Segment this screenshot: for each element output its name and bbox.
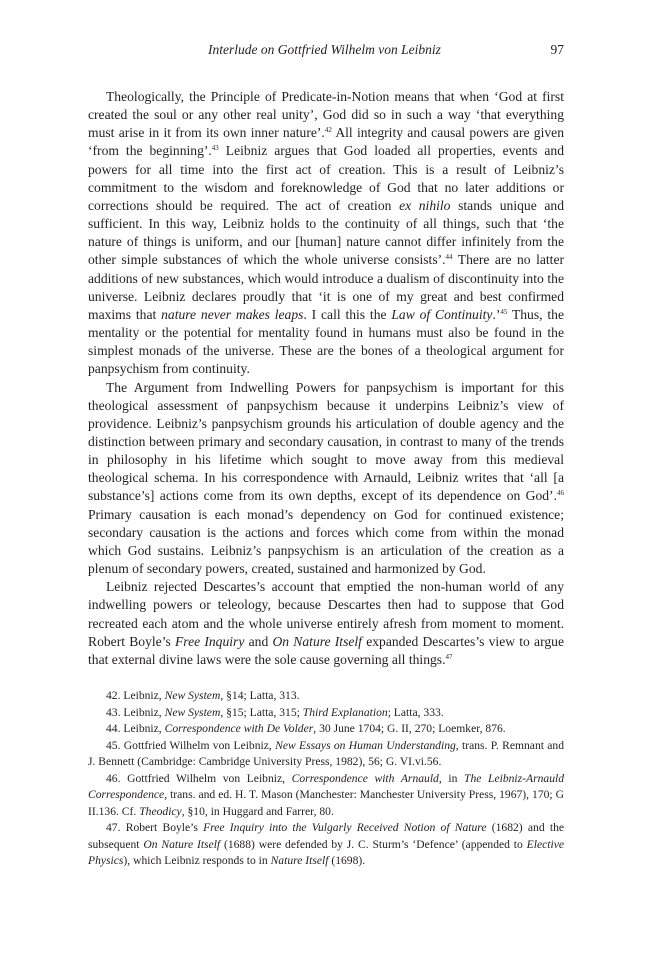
text-run: The Argument from Indwelling Powers for panpsychism is important for this theological assessment of panpsychism because it underpins Leibniz’s view of providence. Leibniz’s panpsychism grounds his articulation of double agency and the distinction between primary and secondary causation, in contrast to many of the trends in philosophy in his lifetime which sought to move away from this medieval theological schema. In his correspondence with Arnauld, Leibniz writes that ‘all [a substance’s] actions come from its own depths, except of its dependence on God’.: [88, 379, 564, 504]
footnote-marker: 47: [445, 652, 453, 661]
text-run: 45. Gottfried Wilhelm von Leibniz,: [106, 738, 276, 752]
text-run: Leibniz argues that God loaded all properties, events and powers for all time into the first act of creation. This is a result of Leibniz’s commitment to the wisdom and foreknowledge of God that no later additions or corrections should be required. The act of creation: [88, 143, 564, 213]
text-run: and: [244, 633, 273, 649]
text-run: Primary causation is each monad’s dependency on God for continued existence; secondary causation is the actions and forces which come from within the monad which God sustains. Leibniz’s panpsychism is an articulation of the creation as a plenum of secondary powers, created, sustained and harmonized by God.: [88, 506, 564, 577]
text-run: .’: [492, 306, 501, 322]
page-number: 97: [550, 42, 564, 57]
italic-text: New System: [164, 705, 221, 719]
footnote: [88, 688, 564, 705]
text-run: 46. Gottfried Wilhelm von Leibniz,: [106, 771, 292, 785]
italic-text: ex nihilo: [399, 197, 451, 213]
text-run: 44. Leibniz,: [106, 722, 165, 735]
footnote-marker: 43: [211, 144, 219, 153]
italic-text: Theodicy: [139, 804, 182, 818]
text-run: Leibniz rejected Descartes’s account that emptied the non-human world of any indwelling powers or teleology, because Descartes then had to suppose that God recreated each atom and the whole universe entirely afresh from moment to moment. Robert Boyle’s: [88, 579, 564, 649]
italic-text: On Nature Itself: [143, 837, 221, 851]
text-run: ; Latta, 333.: [387, 705, 444, 719]
footnote: [88, 705, 564, 722]
italic-text: The Leibniz-Arnauld Correspondence: [88, 771, 565, 801]
footnote: [88, 771, 564, 821]
text-run: (1688) were defended by J. C. Sturm’s ‘Defence’ (appended to: [220, 837, 527, 851]
running-title: Interlude on Gottfried Wilhelm von Leibniz: [208, 42, 441, 57]
text-run: ), which Leibniz responds to in: [123, 854, 271, 867]
text-run: Thus, the mentality or the potential for mentality found in humans must also be found in the simplest monads of the universe. These are the bones of a theological argument for panpsychism from continuity.: [88, 306, 564, 377]
text-run: , trans. and ed. H. T. Mason (Manchester: Manchester University Press, 1967), 170; G II.136. Cf.: [88, 788, 564, 818]
text-run: , §14; Latta, 313.: [220, 689, 300, 702]
footnote-marker: 44: [445, 253, 453, 262]
text-run: expanded Descartes’s view to argue that external divine laws were the sole cause governing all things.: [88, 633, 564, 667]
text-run: There are no latter additions of new substances, which would introduce a dualism of discontinuity into the universe. Leibniz declares proudly that ‘it is one of my great and best confirmed maxims that: [88, 252, 564, 322]
italic-text: Free Inquiry: [174, 633, 245, 649]
text-run: Theologically, the Principle of Predicate-in-Notion means that when ‘God at first created the soul or any other real unity’, God did so in such a way ‘that everything must arise in it from its own inner nature’.: [88, 89, 564, 141]
footnote-marker: 46: [557, 489, 564, 498]
footnote-marker: 42: [324, 126, 332, 135]
text-run: . I call this the: [303, 306, 392, 322]
footnote-marker: 45: [500, 307, 508, 316]
text-run: , §10, in Huggard and Farrer, 80.: [181, 804, 334, 818]
text-run: , trans. P. Remnant and J. Bennett (Cambridge: Cambridge University Press, 1982), 56; G. VI.vi.56.: [88, 738, 565, 768]
paragraph: [88, 578, 564, 669]
text-run: stands unique and sufficient. In this way, Leibniz holds to the continuity of all things, such that ‘the nature of things is uniform, and our [human] nature cannot differ infinitely from the other simple substances of which the whole universe consists’.: [88, 197, 564, 268]
italic-text: New Essays on Human Understanding: [275, 738, 456, 752]
italic-text: New System: [164, 689, 221, 702]
footnotes: [88, 688, 564, 870]
body-text: [88, 88, 564, 669]
footnote: [88, 721, 564, 738]
text-run: (1682) and the subsequent: [88, 821, 565, 851]
text-run: , in: [438, 771, 465, 785]
italic-text: Law of Continuity: [391, 306, 493, 322]
paragraph: [88, 379, 564, 579]
italic-text: Correspondence with Arnauld: [291, 771, 439, 785]
italic-text: Elective Physics: [88, 837, 564, 867]
text-run: 43. Leibniz,: [106, 705, 165, 719]
text-run: (1698).: [328, 854, 366, 867]
running-header: [88, 42, 564, 62]
italic-text: Correspondence with De Volder: [164, 722, 314, 735]
italic-text: nature never makes leaps: [161, 306, 304, 322]
text-run: , 30 June 1704; G. II, 270; Loemker, 876.: [313, 722, 506, 735]
text-run: , §15; Latta, 315;: [220, 705, 303, 719]
footnote: [88, 820, 564, 870]
italic-text: Free Inquiry into the Vulgarly Received Notion of Nature: [203, 821, 487, 834]
text-run: All integrity and causal powers are given ‘from the beginning’.: [88, 125, 564, 159]
text-run: 42. Leibniz,: [106, 689, 165, 702]
paragraph: [88, 88, 564, 379]
italic-text: Third Explanation: [302, 705, 388, 719]
text-run: 47. Robert Boyle’s: [106, 821, 204, 834]
italic-text: Nature Itself: [270, 854, 329, 867]
italic-text: On Nature Itself: [272, 633, 362, 649]
footnote: [88, 738, 564, 771]
